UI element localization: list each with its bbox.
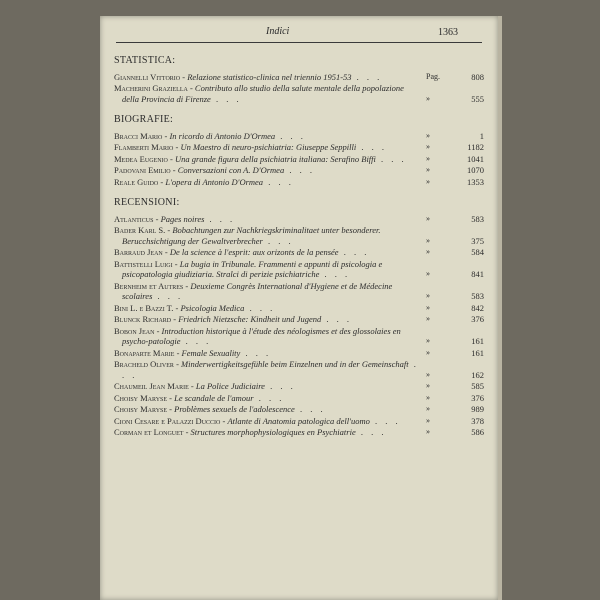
leader-dots: . . . — [275, 130, 306, 141]
entry-page-number: 583 — [471, 213, 484, 224]
entry-page-number: 989 — [471, 404, 484, 414]
running-title: Indici — [266, 26, 290, 37]
section-title: BIOGRAFIE: — [114, 114, 174, 125]
entry-page-number: 1 — [479, 130, 484, 141]
entry-text: Atlanticus - Pages noires . . . — [114, 213, 236, 224]
index-entry — [114, 359, 484, 380]
index-entry — [114, 177, 484, 188]
entry-title: Female Sexuality — [181, 347, 241, 358]
entry-page-number: 808 — [471, 71, 484, 82]
entry-text: Reale Guido - L'opera di Antonio D'Ormea . . . — [114, 176, 294, 187]
entry-title: Conversazioni con A. D'Ormea — [177, 165, 285, 175]
leader-dots: . . . — [210, 93, 242, 104]
entry-title: Introduction historique à l'étude des néologismes et des glossolaies en psycho-patologie — [122, 325, 401, 346]
entry-text: Cioni Cesare e Palazzi Duccio - Atlante di Anatomia patologica dell'uomo . . . — [114, 415, 401, 426]
entry-page-number: 1070 — [467, 165, 484, 175]
leader-dots: . . . — [264, 381, 296, 391]
index-entry — [114, 154, 484, 165]
entry-author: Bini L. e Bazzi T. — [114, 302, 174, 313]
entry-reference — [422, 165, 484, 176]
book-page — [100, 16, 498, 600]
entry-author: Giannelli Vittorio — [114, 71, 181, 82]
entry-title: Contributo allo studio della salute mentale della popolazione della Provincia di Firenze — [122, 83, 404, 104]
entry-title: La bugia in Tribunale. Frammenti e appunti di psicologia e psicopatologia giudiziaria. Stralci di perizie psichiatriche — [122, 258, 383, 279]
entry-reference — [422, 404, 484, 415]
entry-title: De la science à l'esprit: aux orizonts de la pensée — [169, 247, 339, 257]
entry-text: Corman et Longuet - Structures morphophysiologiques en Psychiatrie . . . — [114, 427, 387, 437]
leader-dots: . . . — [294, 404, 326, 414]
entry-reference — [422, 131, 484, 142]
page-prefix: » — [426, 93, 430, 103]
index-section — [114, 115, 484, 187]
leader-dots: . . . — [253, 392, 285, 403]
entry-author: Reale Guido — [114, 176, 159, 187]
leader-dots: . . . — [180, 336, 212, 346]
page-prefix: » — [426, 247, 430, 256]
entry-author: Cioni Cesare e Palazzi Duccio — [114, 415, 221, 426]
entry-author: Choisy Maryse — [114, 392, 168, 403]
index-entry — [114, 259, 484, 280]
entry-author: Barraud Jean — [114, 247, 163, 257]
entry-page-number: 375 — [471, 235, 484, 246]
page-prefix: » — [426, 153, 430, 163]
entry-page-number: 555 — [471, 93, 484, 104]
index-entry — [114, 427, 484, 438]
page-prefix: » — [426, 415, 430, 425]
entry-author: Bobon Jean — [114, 325, 155, 336]
page-prefix: » — [426, 302, 430, 312]
entry-page-number: 841 — [471, 269, 484, 279]
index-entry — [114, 165, 484, 176]
entry-text: Choisy Maryse - Problèmes sexuels de l'adolescence . . . — [114, 404, 326, 414]
entry-title: Un Maestro di neuro-psichiatria: Giuseppe Seppilli — [180, 142, 357, 152]
entry-page-number: 376 — [471, 314, 484, 324]
entry-reference — [422, 236, 484, 247]
page-prefix: » — [426, 176, 430, 186]
page-prefix: » — [426, 314, 430, 323]
entry-reference — [422, 416, 484, 427]
entry-author: Atlanticus — [114, 213, 154, 224]
leader-dots: . . . — [152, 291, 184, 301]
entry-text: Bernheim et Autres - Deuxieme Congrès International d'Hygiene et de Médecine scolaires . . . — [114, 280, 393, 301]
entry-reference — [422, 247, 484, 258]
entry-author: Bracci Mario — [114, 130, 163, 141]
entry-reference — [422, 314, 484, 325]
leader-dots: . . . — [356, 142, 387, 152]
leader-dots: . . . — [375, 153, 407, 164]
entry-text: Padovani Emilio - Conversazioni con A. D'Ormea . . . — [114, 165, 315, 175]
entry-text: Bader Karl S. - Bobachtungen zur Nachkriegskriminalitaet unter besonderer. Berucchsichtigung der Gewaltverbrecher . . . — [114, 225, 381, 246]
leader-dots: . . . — [244, 302, 276, 313]
entry-reference — [422, 381, 484, 392]
index-entry — [114, 281, 484, 302]
page-prefix: » — [426, 369, 430, 379]
entry-reference — [422, 393, 484, 404]
entry-page-number: 584 — [471, 247, 484, 257]
entry-text: Chaumeil Jean Marie - La Police Judiciaire . . . — [114, 381, 296, 391]
entry-author: Medea Eugenio — [114, 153, 168, 164]
entry-reference — [422, 214, 484, 225]
entry-reference — [422, 291, 484, 302]
entry-reference — [422, 348, 484, 359]
entry-title: Una grande figura della psichiatria italiana: Serafino Biffi — [174, 153, 376, 164]
entry-author: Battistelli Luigi — [114, 258, 173, 269]
entry-text: Medea Eugenio - Una grande figura della psichiatria italiana: Serafino Biffi . . . — [114, 153, 407, 164]
header-rule — [116, 42, 482, 43]
index-entry — [114, 404, 484, 415]
entry-title: Friedrich Nietzsche: Kindheit und Jugend — [178, 314, 322, 324]
index-entry — [114, 381, 484, 392]
page-prefix: » — [426, 130, 430, 140]
entry-title: Bobachtungen zur Nachkriegskriminalitaet unter besonderer. Berucchsichtigung der Gewaltverbrecher — [122, 225, 381, 246]
page-prefix: » — [426, 213, 430, 223]
entry-title: La Police Judiciaire — [195, 381, 265, 391]
entry-reference — [422, 269, 484, 280]
entry-title: Deuxieme Congrès International d'Hygiene et de Médecine scolaires — [122, 280, 393, 301]
page-prefix: » — [426, 235, 430, 245]
index-entry — [114, 142, 484, 153]
entry-author: Blunck Richard — [114, 314, 172, 324]
entry-text: Bracci Mario - In ricordo di Antonio D'Ormea . . . — [114, 130, 306, 141]
entry-title: Relazione statistico-clinica nel triennio 1951-53 — [187, 71, 352, 82]
entry-reference — [422, 94, 484, 105]
page-prefix: » — [426, 165, 430, 174]
entry-author: Macherini Graziella — [114, 83, 188, 93]
page-edge-shadow — [498, 16, 502, 600]
entry-page-number: 583 — [471, 291, 484, 301]
index-entry — [114, 214, 484, 225]
entry-title: In ricordo di Antonio D'Ormea — [169, 130, 276, 141]
entry-title: Le scandale de l'amour — [174, 392, 254, 403]
section-title: STATISTICA: — [114, 55, 176, 66]
entry-page-number: 162 — [471, 369, 484, 380]
index-entry — [114, 131, 484, 142]
entry-author: Chaumeil Jean Marie — [114, 381, 189, 391]
index-entry — [114, 247, 484, 258]
entry-author: Bernheim et Autres — [114, 280, 184, 291]
index-content — [114, 56, 484, 449]
entry-title: Problèmes sexuels de l'adolescence — [174, 404, 295, 414]
entry-page-number: 161 — [471, 336, 484, 346]
page-number: 1363 — [438, 27, 458, 38]
entry-title: L'opera di Antonio D'Ormea — [165, 176, 264, 187]
entry-page-number: 161 — [471, 347, 484, 358]
leader-dots: . . . — [122, 359, 419, 380]
entry-author: Bonaparte Marie — [114, 347, 175, 358]
entry-title: Pages noires — [160, 213, 205, 224]
page-prefix: Pag. — [426, 71, 440, 81]
page-prefix: » — [426, 381, 430, 390]
entry-text: Bonaparte Marie - Female Sexuality . . . — [114, 347, 272, 358]
entry-text: Macherini Graziella - Contributo allo studio della salute mentale della popolazione della Provincia di Firenze . . . — [114, 83, 404, 104]
entry-text: Bini L. e Bazzi T. - Psicologia Medica . . . — [114, 302, 276, 313]
entry-author: Flamberti Mario — [114, 142, 174, 152]
leader-dots: . . . — [355, 427, 387, 437]
entry-page-number: 1182 — [467, 142, 484, 152]
entry-author: Choisy Maryse — [114, 404, 168, 414]
index-entry — [114, 416, 484, 427]
entry-reference — [422, 177, 484, 188]
entry-text: Choisy Maryse - Le scandale de l'amour . . . — [114, 392, 285, 403]
page-prefix: » — [426, 347, 430, 357]
running-header — [100, 26, 498, 40]
page-prefix: » — [426, 404, 430, 413]
entry-title: Psicologia Medica — [180, 302, 245, 313]
index-entry — [114, 348, 484, 359]
entry-author: Bracheld Oliver — [114, 359, 174, 369]
page-prefix: » — [426, 142, 430, 151]
entry-page-number: 1353 — [467, 176, 484, 187]
entry-reference — [422, 142, 484, 153]
section-title: RECENSIONI: — [114, 197, 180, 208]
entry-author: Corman et Longuet — [114, 427, 184, 437]
index-entry — [114, 326, 484, 347]
leader-dots: . . . — [262, 235, 294, 246]
leader-dots: . . . — [321, 314, 353, 324]
entry-author: Padovani Emilio — [114, 165, 171, 175]
entry-page-number: 378 — [471, 415, 484, 426]
entry-reference — [422, 336, 484, 347]
leader-dots: . . . — [369, 415, 401, 426]
entry-reference — [422, 427, 484, 438]
leader-dots: . . . — [240, 347, 272, 358]
entry-text: Giannelli Vittorio - Relazione statistico-clinica nel triennio 1951-53 . . . — [114, 71, 383, 82]
entry-reference — [422, 72, 484, 83]
index-entry — [114, 83, 484, 104]
entry-title: Structures morphophysiologiques en Psychiatrie — [190, 427, 356, 437]
page-prefix: » — [426, 291, 430, 300]
index-entry — [114, 72, 484, 83]
index-entry — [114, 393, 484, 404]
leader-dots: . . . — [338, 247, 370, 257]
leader-dots: . . . — [351, 71, 383, 82]
entry-title: Atlante di Anatomia patologica dell'uomo — [227, 415, 370, 426]
entry-page-number: 376 — [471, 392, 484, 403]
entry-reference — [422, 303, 484, 314]
entry-author: Bader Karl S. — [114, 225, 166, 235]
entry-text: Blunck Richard - Friedrich Nietzsche: Kindheit und Jugend . . . — [114, 314, 353, 324]
leader-dots: . . . — [263, 176, 294, 187]
leader-dots: . . . — [284, 165, 315, 175]
index-entry — [114, 225, 484, 246]
leader-dots: . . . — [319, 269, 351, 279]
entry-text: Flamberti Mario - Un Maestro di neuro-psichiatria: Giuseppe Seppilli . . . — [114, 142, 387, 152]
page-prefix: » — [426, 427, 430, 436]
entry-text: Battistelli Luigi - La bugia in Tribunale. Frammenti e appunti di psicologia e psicopatologia giudiziaria. Stralci di perizie psichiatriche . . . — [114, 258, 383, 279]
entry-text: Bobon Jean - Introduction historique à l'étude des néologismes et des glossolaies en psycho-patologie . . . — [114, 325, 401, 346]
entry-reference — [422, 370, 484, 381]
page-prefix: » — [426, 269, 430, 278]
index-entry — [114, 314, 484, 325]
entry-page-number: 585 — [471, 381, 484, 391]
index-section — [114, 56, 484, 104]
leader-dots: . . . — [204, 213, 236, 224]
page-prefix: » — [426, 336, 430, 345]
entry-page-number: 842 — [471, 302, 484, 313]
entry-page-number: 586 — [471, 427, 484, 437]
entry-text: Barraud Jean - De la science à l'esprit: aux orizonts de la pensée . . . — [114, 247, 370, 257]
entry-reference — [422, 154, 484, 165]
page-prefix: » — [426, 392, 430, 402]
entry-title: Minderwertigkeitsgefühle beim Einzelnen und in der Gemeinschaft — [181, 359, 409, 369]
entry-page-number: 1041 — [467, 153, 484, 164]
index-section — [114, 198, 484, 438]
entry-text: Bracheld Oliver - Minderwertigkeitsgefühle beim Einzelnen und in der Gemeinschaft . . . — [114, 359, 419, 380]
index-entry — [114, 303, 484, 314]
